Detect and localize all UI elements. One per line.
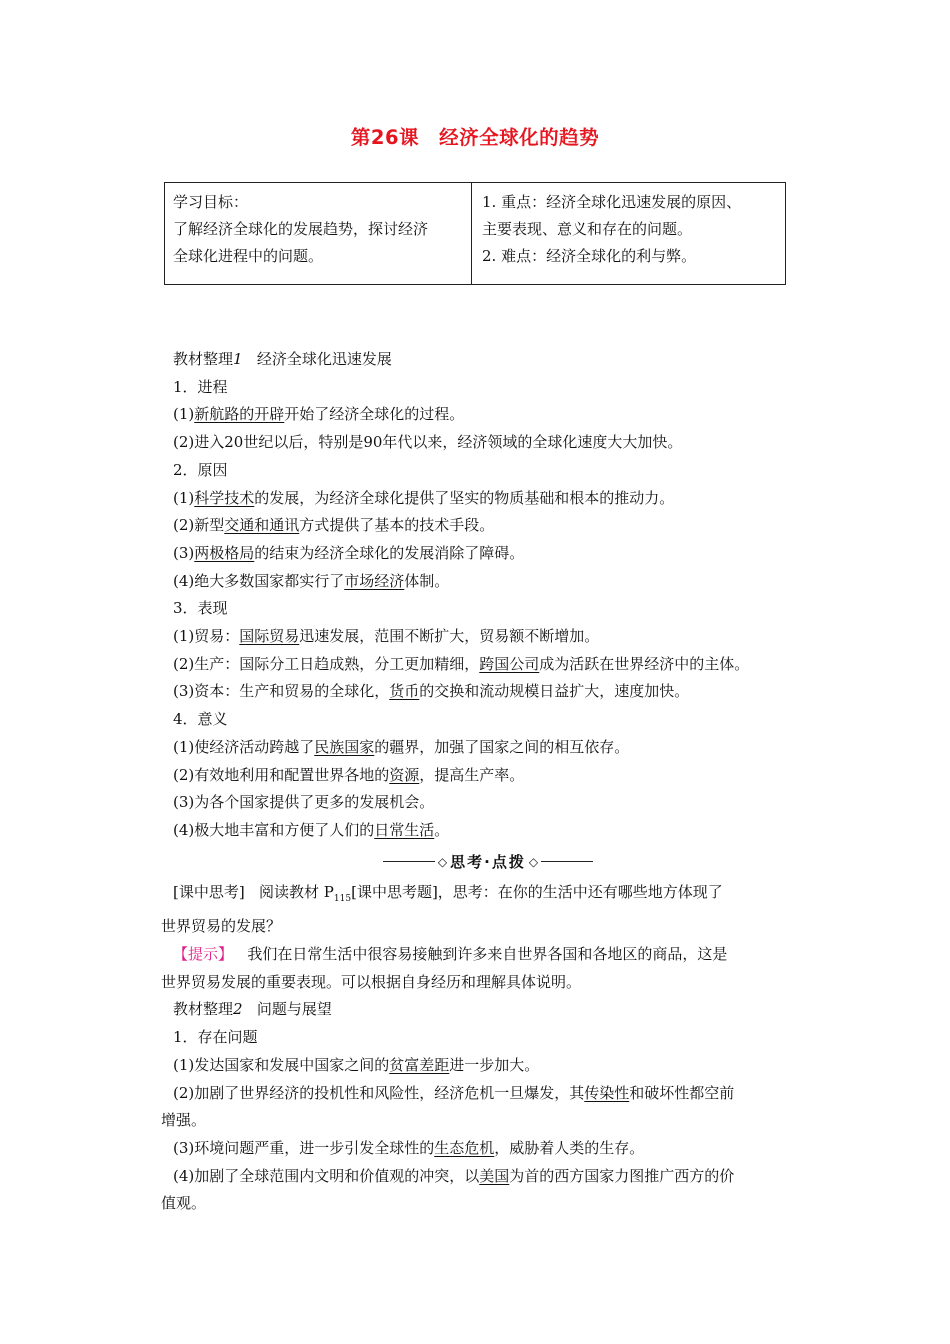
list-item: (1)发达国家和发展中国家之间的贫富差距进一步加大。 <box>173 1055 540 1074</box>
subheading: 1．进程 <box>173 377 228 396</box>
think-divider <box>168 845 808 879</box>
key-term: 跨国公司 <box>479 654 540 673</box>
list-item: (4)加剧了全球范围内文明和价值观的冲突，以美国为首的西方国家力图推广西方的价 <box>173 1166 735 1185</box>
goals-right-line: 主要表现、意义和存在的问题。 <box>482 220 693 238</box>
learning-goals-table <box>164 182 786 285</box>
subheading: 3．表现 <box>173 599 228 618</box>
key-term: 两极格局 <box>194 543 255 562</box>
list-item: (3)资本：生产和贸易的全球化，货币的交换和流动规模日益扩大，速度加快。 <box>173 682 690 701</box>
key-term: 美国 <box>479 1166 510 1185</box>
tip-cont: 世界贸易发展的重要表现。可以根据自身经历和理解具体说明。 <box>161 972 582 991</box>
think-label: [课中思考] <box>173 882 245 901</box>
lesson-number: 第26课 <box>350 126 420 149</box>
list-item: (1)使经济活动跨越了民族国家的疆界，加强了国家之间的相互依存。 <box>173 737 630 756</box>
goals-right-line: 1. 重点：经济全球化迅速发展的原因、 <box>482 193 742 211</box>
list-item: (1)贸易：国际贸易迅速发展，范围不断扩大，贸易额不断增加。 <box>173 627 600 646</box>
tip: 【提示】 我们在日常生活中很容易接触到许多来自世界各国和各地区的商品，这是 <box>173 945 728 964</box>
goals-right-line: 2. 难点：经济全球化的利与弊。 <box>482 247 697 265</box>
divider-label: 思考·点拨 <box>450 853 526 872</box>
page-title <box>0 122 950 150</box>
diamond-icon: ◇ <box>437 854 448 869</box>
divider-rule <box>541 861 593 862</box>
key-term: 生态危机 <box>434 1138 495 1157</box>
key-term: 交通和通讯 <box>224 516 300 535</box>
subheading: 4．意义 <box>173 710 228 729</box>
key-term: 国际贸易 <box>239 627 300 646</box>
list-item: (2)加剧了世界经济的投机性和风险性，经济危机一旦爆发，其传染性和破坏性都空前 <box>173 1083 735 1102</box>
main-content <box>161 346 823 1218</box>
list-item: (3)两极格局的结束为经济全球化的发展消除了障碍。 <box>173 543 525 562</box>
goals-left-line: 学习目标： <box>173 193 249 211</box>
list-item-cont: 增强。 <box>161 1111 207 1130</box>
list-item: (3)环境问题严重，进一步引发全球性的生态危机，威胁着人类的生存。 <box>173 1138 645 1157</box>
page-number: 115 <box>333 893 352 904</box>
goals-left-line: 全球化进程中的问题。 <box>173 247 324 265</box>
key-term: 市场经济 <box>344 571 405 590</box>
section2-heading <box>173 996 823 1024</box>
list-item: (3)为各个国家提供了更多的发展机会。 <box>173 793 435 812</box>
heading-number: 1 <box>233 350 243 368</box>
lesson-name: 经济全球化的趋势 <box>439 126 600 149</box>
key-term: 科学技术 <box>194 488 255 507</box>
heading-number: 2 <box>233 1000 243 1019</box>
list-item: (2)进入20世纪以后，特别是90年代以来，经济领域的全球化速度大大加快。 <box>173 433 683 452</box>
goals-left-cell <box>165 183 472 284</box>
think-question-cont: 世界贸易的发展？ <box>161 917 282 936</box>
tip-label: 【提示】 <box>173 945 234 964</box>
subheading: 2．原因 <box>173 460 228 479</box>
list-item: (1)新航路的开辟开始了经济全球化的过程。 <box>173 405 465 424</box>
key-term: 日常生活 <box>374 820 435 839</box>
list-item-cont: 值观。 <box>161 1194 207 1213</box>
goals-left-line: 了解经济全球化的发展趋势，探讨经济 <box>173 220 429 238</box>
diamond-icon: ◇ <box>528 854 539 869</box>
divider-rule <box>383 861 435 862</box>
list-item: (2)新型交通和通讯方式提供了基本的技术手段。 <box>173 516 495 535</box>
list-item: (4)绝大多数国家都实行了市场经济体制。 <box>173 571 450 590</box>
key-term: 民族国家 <box>314 737 375 756</box>
goals-right-cell <box>472 183 785 284</box>
subheading: 1．存在问题 <box>173 1028 258 1047</box>
key-term: 贫富差距 <box>389 1055 450 1074</box>
section1-heading <box>173 346 823 374</box>
list-item: (2)生产：国际分工日趋成熟，分工更加精细，跨国公司成为活跃在世界经济中的主体。 <box>173 654 750 673</box>
list-item: (4)极大地丰富和方便了人们的日常生活。 <box>173 820 450 839</box>
list-item: (2)有效地利用和配置世界各地的资源，提高生产率。 <box>173 765 525 784</box>
key-term: 资源 <box>389 765 420 784</box>
heading-prefix: 教材整理 <box>173 1000 234 1019</box>
heading-title: 经济全球化迅速发展 <box>256 350 392 368</box>
key-term: 传染性 <box>584 1083 630 1102</box>
list-item: (1)科学技术的发展，为经济全球化提供了坚实的物质基础和根本的推动力。 <box>173 488 675 507</box>
key-term: 新航路的开辟 <box>194 405 285 424</box>
think-question: [课中思考] 阅读教材 $P_{115}$[课中思考题]，思考：在你的生活中还有哪些地方体现了 <box>173 882 723 904</box>
heading-title: 问题与展望 <box>256 1000 332 1019</box>
key-term: 货币 <box>389 682 420 701</box>
heading-prefix: 教材整理 <box>173 350 234 368</box>
